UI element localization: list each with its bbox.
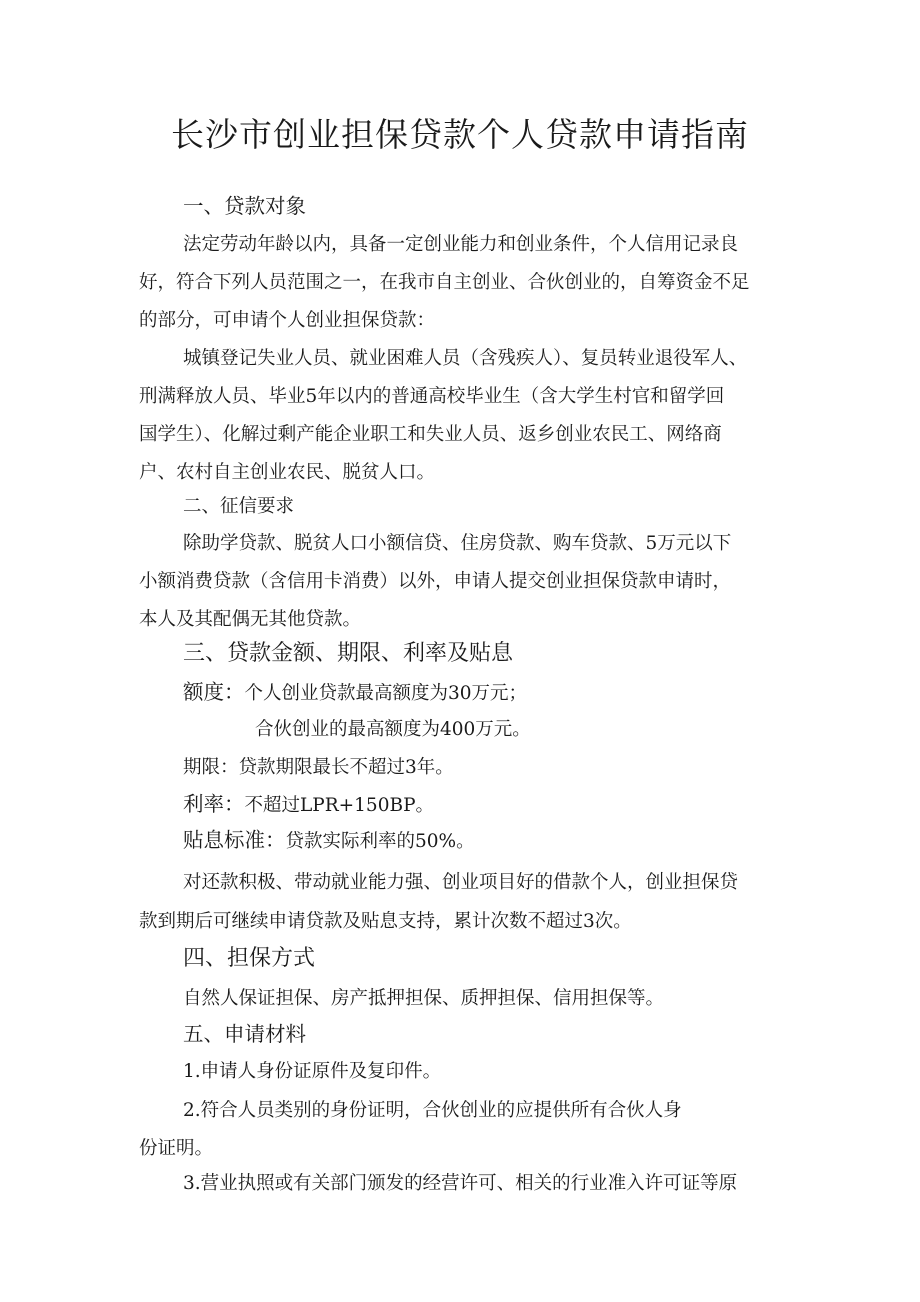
list-item: 3.营业执照或有关部门颁发的经营许可、相关的行业准入许可证等原 xyxy=(183,1173,738,1194)
paragraph-line: 城镇登记失业人员、就业困难人员（含残疾人）、复员转业退役军人、 xyxy=(183,348,748,369)
rate-line xyxy=(183,790,434,820)
paragraph-line: 对还款积极、带动就业能力强、创业项目好的借款个人，创业担保贷 xyxy=(183,872,739,893)
list-item-continued: 份证明。 xyxy=(139,1138,214,1159)
paragraph-line: 本人及其配偶无其他贷款。 xyxy=(139,609,362,630)
amount-value-individual: 个人创业贷款最高额度为30万元； xyxy=(244,683,528,704)
paragraph-line: 的部分，可申请个人创业担保贷款： xyxy=(139,310,436,331)
paragraph-line: 小额消费贷款（含信用卡消费）以外，申请人提交创业担保贷款申请时， xyxy=(139,571,732,592)
paragraph-line: 刑满释放人员、毕业5年以内的普通高校毕业生（含大学生村官和留学回 xyxy=(139,386,725,407)
term-line xyxy=(183,754,454,782)
section-heading-materials: 五、申请材料 xyxy=(183,1022,306,1046)
paragraph-line: 自然人保证担保、房产抵押担保、质押担保、信用担保等。 xyxy=(183,988,665,1009)
section-heading-amount-term-rate: 三、贷款金额、期限、利率及贴息 xyxy=(183,641,514,666)
paragraph-line: 法定劳动年龄以内，具备一定创业能力和创业条件，个人信用记录良 xyxy=(183,234,739,255)
list-item: 2.符合人员类别的身份证明，合伙创业的应提供所有合伙人身 xyxy=(183,1100,682,1121)
rate-label: 利率： xyxy=(183,792,245,816)
paragraph-line: 好，符合下列人员范围之一，在我市自主创业、合伙创业的，自筹资金不足 xyxy=(139,272,750,293)
paragraph-line: 除助学贷款、脱贫人口小额信贷、住房贷款、购车贷款、5万元以下 xyxy=(183,533,732,554)
amount-line xyxy=(183,678,527,708)
amount-label: 额度： xyxy=(183,680,245,704)
list-item: 1.申请人身份证原件及复印件。 xyxy=(183,1061,442,1082)
subsidy-line xyxy=(183,826,475,856)
section-heading-guarantee: 四、担保方式 xyxy=(183,946,316,971)
section-heading-loan-target: 一、贷款对象 xyxy=(183,194,306,218)
section-heading-credit-requirements: 二、征信要求 xyxy=(183,496,295,517)
paragraph-line: 国学生）、化解过剩产能企业职工和失业人员、返乡创业农民工、网络商 xyxy=(139,424,722,445)
paragraph-line: 户、农村自主创业农民、脱贫人口。 xyxy=(139,462,436,483)
document-title: 长沙市创业担保贷款个人贷款申请指南 xyxy=(171,115,749,154)
amount-value-partnership: 合伙创业的最高额度为400万元。 xyxy=(255,719,531,740)
term-value: 贷款期限最长不超过3年。 xyxy=(238,757,454,778)
subsidy-value: 贷款实际利率的50%。 xyxy=(285,831,475,852)
rate-value: 不超过LPR+150BP。 xyxy=(244,795,435,816)
subsidy-label: 贴息标准： xyxy=(183,828,286,852)
paragraph-line: 款到期后可继续申请贷款及贴息支持，累计次数不超过3次。 xyxy=(139,911,632,932)
term-label: 期限： xyxy=(183,757,239,778)
